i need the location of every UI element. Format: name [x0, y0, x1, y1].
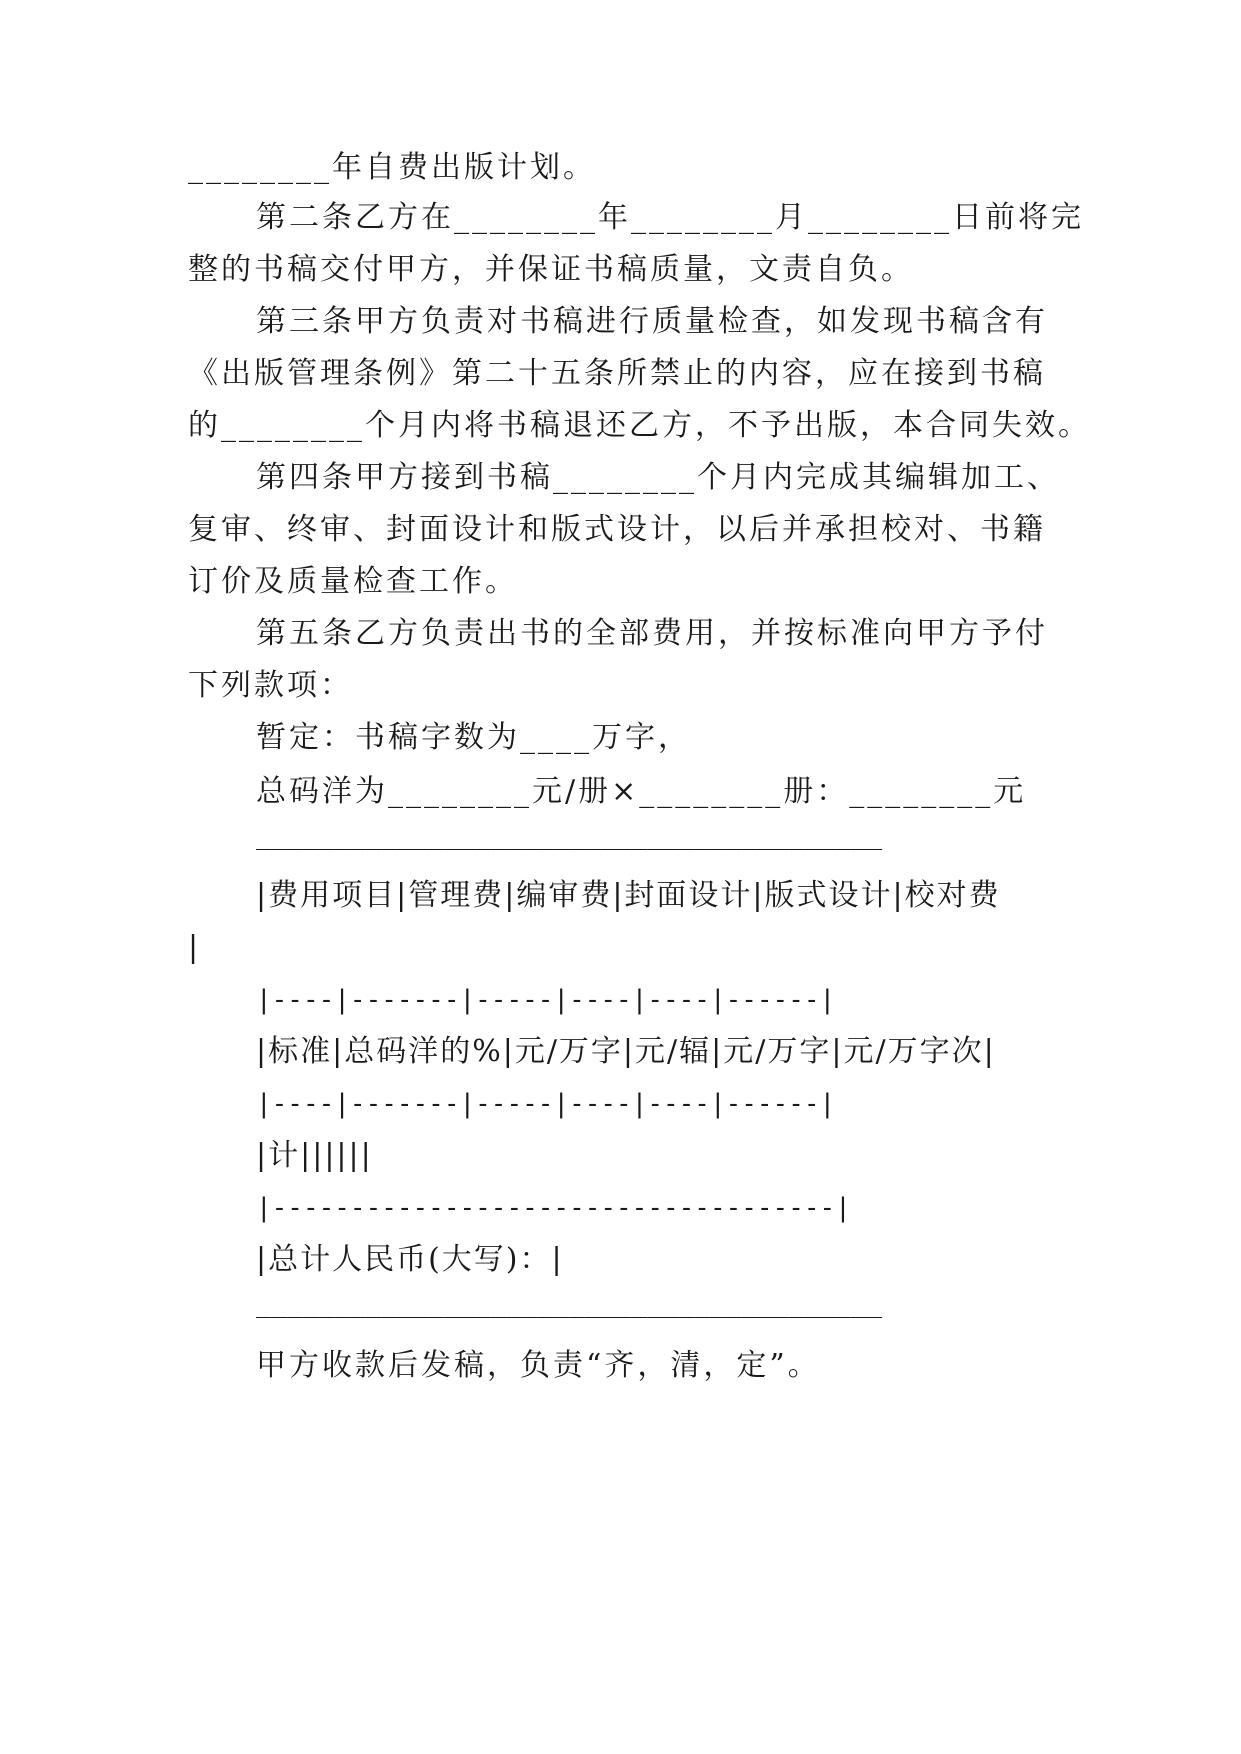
text-line-article-4: 第四条甲方接到书稿________个月内完成其编辑加工、 [256, 460, 1060, 495]
table-separator-3: |------------------------------------| [256, 1193, 851, 1223]
text-line-article-4-cont-2: 订价及质量检查工作。 [188, 564, 518, 599]
text-line-article-5: 第五条乙方负责出书的全部费用，并按标准向甲方予付 [256, 616, 1048, 651]
table-bottom-rule: ________________________________________ [256, 1289, 883, 1319]
text-line-article-3-cont-1: 《出版管理条例》第二十五条所禁止的内容，应在接到书稿 [188, 356, 1046, 391]
text-line-publish-plan-year: ________年自费出版计划。 [188, 150, 596, 185]
table-separator-2: |----|-------|-----|----|----|------| [256, 1089, 836, 1119]
text-line-article-4-cont-1: 复审、终审、封面设计和版式设计，以后并承担校对、书籍 [188, 512, 1046, 547]
text-line-article-2-cont: 整的书稿交付甲方，并保证书稿质量，文责自负。 [188, 252, 914, 287]
table-total-row: |计|||||| [256, 1138, 373, 1173]
table-top-rule: ________________________________________ [256, 821, 883, 851]
text-line-payment-note: 甲方收款后发稿，负责“齐，清，定”。 [256, 1348, 821, 1383]
table-separator-1: |----|-------|-----|----|----|------| [256, 985, 836, 1015]
table-header-row-end: | [188, 930, 201, 965]
table-header-row: |费用项目|管理费|编审费|封面设计|版式设计|校对费 [256, 878, 1001, 913]
text-line-article-5-cont: 下列款项： [188, 668, 353, 703]
text-line-total-price: 总码洋为________元/册×________册：________元 [256, 774, 1027, 809]
text-line-article-3: 第三条甲方负责对书稿进行质量检查，如发现书稿含有 [256, 304, 1048, 339]
table-standard-row: |标准|总码洋的%|元/万字|元/辐|元/万字|元/万字次| [256, 1034, 996, 1069]
table-grand-total-row: |总计人民币(大写)：| [256, 1242, 564, 1277]
text-line-article-2: 第二条乙方在________年________月________日前将完 [256, 200, 1084, 235]
text-line-word-count: 暂定：书稿字数为____万字， [256, 720, 691, 755]
text-line-article-3-cont-2: 的________个月内将书稿退还乙方，不予出版，本合同失效。 [188, 408, 1091, 443]
